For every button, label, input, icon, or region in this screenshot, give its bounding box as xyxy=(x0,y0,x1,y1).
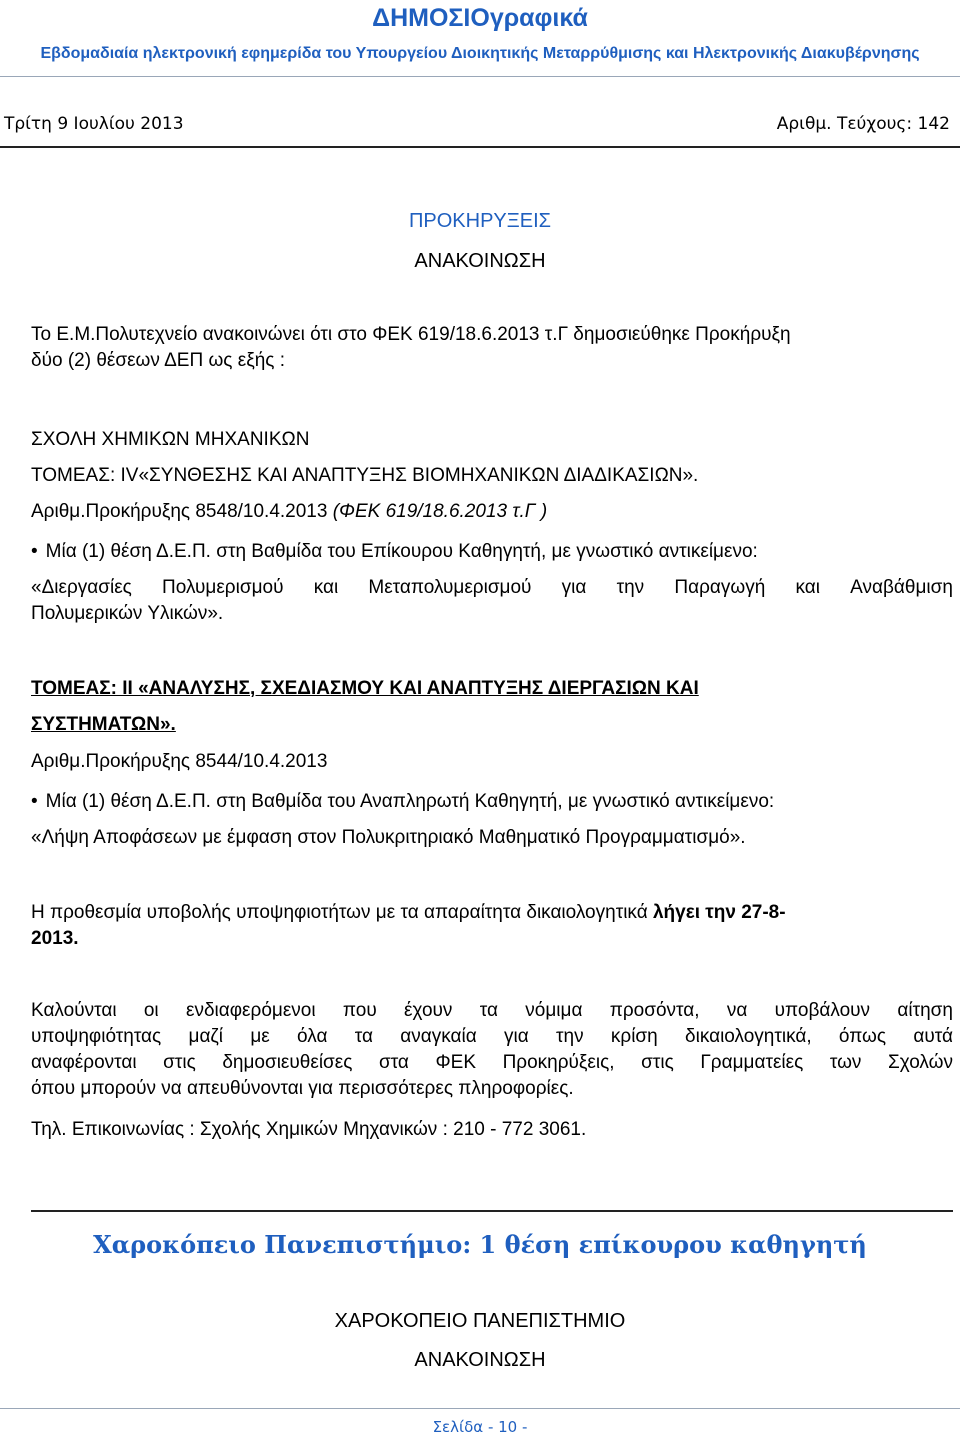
call-word: υποψηφιότητας xyxy=(31,1026,162,1047)
call-word: τα xyxy=(354,1026,373,1047)
call-justified-lines xyxy=(31,998,953,1076)
call-word: όλα xyxy=(297,1026,328,1047)
footer-divider xyxy=(0,1408,960,1409)
call-word: για xyxy=(504,1026,529,1047)
subject-word: Παραγωγή xyxy=(674,577,766,598)
deadline-paragraph xyxy=(31,900,953,952)
issue-number: Αριθμ. Τεύχους: 142 xyxy=(776,114,950,134)
call-word: στα xyxy=(378,1052,409,1073)
sector1-reference xyxy=(31,499,953,525)
sector1-subject-line xyxy=(31,575,953,601)
call-word: νόμιμα xyxy=(525,1000,583,1021)
intro-line-2: δύο (2) θέσεων ΔΕΠ ως εξής : xyxy=(31,350,286,371)
sector1-position: • Μία (1) θέση Δ.Ε.Π. στη Βαθμίδα του Επίκουρου Καθηγητή, με γνωστικό αντικείμενο: xyxy=(31,539,953,565)
sector2-position: • Μία (1) θέση Δ.Ε.Π. στη Βαθμίδα του Αναπληρωτή Καθηγητή, με γνωστικό αντικείμενο: xyxy=(31,789,953,815)
subject-word: Πολυμερισμού xyxy=(162,577,284,598)
call-line xyxy=(31,998,953,1024)
sector2-title-line1: ΤΟΜΕΑΣ: ΙΙ «ΑΝΑΛΥΣΗΣ, ΣΧΕΔΙΑΣΜΟΥ ΚΑΙ ΑΝΑΠΤΥΞΗΣ ΔΙΕΡΓΑΣΙΩΝ ΚΑΙ xyxy=(31,678,699,699)
call-word: τα xyxy=(479,1000,498,1021)
call-word: οι xyxy=(143,1000,159,1021)
school-name: ΣΧΟΛΗ ΧΗΜΙΚΩΝ ΜΗΧΑΝΙΚΩΝ xyxy=(31,429,310,450)
call-word: Καλούνται xyxy=(31,1000,117,1021)
intro-paragraph xyxy=(31,322,953,374)
subject-word: για xyxy=(561,577,587,598)
call-word: προσόντα, xyxy=(609,1000,700,1021)
subject-word: και xyxy=(313,577,339,598)
sector1-ref-number: Αριθμ.Προκήρυξης 8548/10.4.2013 xyxy=(31,501,333,522)
call-word: Προκηρύξεις, xyxy=(502,1052,615,1073)
call-word: δικαιολογητικά, xyxy=(685,1026,812,1047)
masthead-subtitle: Εβδομαδιαία ηλεκτρονική εφημερίδα του Υπουργείου Διοικητικής Μεταρρύθμισης και Ηλεκτρονικής Διακυβέρνησης xyxy=(40,45,920,62)
call-word: ΦΕΚ xyxy=(435,1052,476,1073)
sector1-subject-end: Πολυμερικών Υλικών». xyxy=(31,603,224,624)
call-word: με xyxy=(250,1026,270,1047)
call-word: αναγκαία xyxy=(400,1026,477,1047)
issue-date: Τρίτη 9 Ιουλίου 2013 xyxy=(4,114,184,134)
subject-word: και xyxy=(795,577,820,598)
next-article-org: ΧΑΡΟΚΟΠΕΙΟ ΠΑΝΕΠΙΣΤΗΜΙΟ xyxy=(334,1310,626,1332)
call-word: των xyxy=(829,1052,862,1073)
call-word: ενδιαφερόμενοι xyxy=(185,1000,316,1021)
deadline-date: λήγει την 27-8- xyxy=(652,902,786,923)
sector2-subject: «Λήψη Αποφάσεων με έμφαση στον Πολυκριτηριακό Μαθηματικό Προγραμματισμό». xyxy=(31,827,746,848)
call-word: αυτά xyxy=(913,1026,953,1047)
call-word: να xyxy=(726,1000,748,1021)
sector2-reference: Αριθμ.Προκήρυξης 8544/10.4.2013 xyxy=(31,751,328,772)
call-word: αίτηση xyxy=(897,1000,953,1021)
subject-word: «Διεργασίες xyxy=(31,577,132,598)
call-last-line: όπου μπορούν να απευθύνονται για περισσότερες πληροφορίες. xyxy=(31,1078,574,1099)
call-word: στις xyxy=(163,1052,196,1073)
sector1-subject xyxy=(31,575,953,627)
call-word: όπως xyxy=(838,1026,887,1047)
call-word: στις xyxy=(641,1052,674,1073)
sector1-ref-fek: (ΦΕΚ 619/18.6.2013 τ.Γ ) xyxy=(332,501,548,522)
masthead-title: ΔΗΜΟΣΙΟγραφικά xyxy=(372,4,588,32)
subject-word: την xyxy=(616,577,645,598)
subject-word: Μεταπολυμερισμού xyxy=(368,577,532,598)
sector2-title-line2: ΣΥΣΤΗΜΑΤΩΝ». xyxy=(31,714,176,735)
call-word: μαζί xyxy=(188,1026,224,1047)
call-word: υποβάλουν xyxy=(774,1000,871,1021)
sector1-title: ΤΟΜΕΑΣ: IV«ΣΥΝΘΕΣΗΣ ΚΑΙ ΑΝΑΠΤΥΞΗΣ ΒΙΟΜΗΧΑΝΙΚΩΝ ΔΙΑΔΙΚΑΣΙΩΝ». xyxy=(31,465,699,486)
call-word: αναφέρονται xyxy=(31,1052,137,1073)
next-article-title: Χαροκόπειο Πανεπιστήμιο: 1 θέση επίκουρου καθηγητή xyxy=(93,1230,867,1259)
call-paragraph xyxy=(31,998,953,1102)
call-line xyxy=(31,1024,953,1050)
deadline-text: Η προθεσμία υποβολής υποψηφιοτήτων με τα απαραίτητα δικαιολογητικά xyxy=(31,902,653,923)
subject-word: Αναβάθμιση xyxy=(850,577,953,598)
article-divider xyxy=(31,1210,953,1212)
intro-line-1: Το Ε.Μ.Πολυτεχνείο ανακοινώνει ότι στο ΦΕΚ 619/18.6.2013 τ.Γ δημοσιεύθηκε Προκήρυξη xyxy=(31,324,791,345)
next-article-heading: ΑΝΑΚΟΙΝΩΣΗ xyxy=(414,1349,546,1371)
page-number: Σελίδα - 10 - xyxy=(432,1418,528,1436)
call-word: Σχολών xyxy=(887,1052,953,1073)
call-word: δημοσιευθείσες xyxy=(222,1052,353,1073)
call-word: κρίση xyxy=(610,1026,658,1047)
call-line xyxy=(31,1050,953,1076)
call-word: την xyxy=(556,1026,584,1047)
call-word: που xyxy=(342,1000,377,1021)
masthead-divider xyxy=(0,76,960,77)
contact-line: Τηλ. Επικοινωνίας : Σχολής Χημικών Μηχανικών : 210 - 772 3061. xyxy=(31,1119,587,1140)
deadline-year: 2013. xyxy=(31,928,79,949)
section-heading: ΠΡΟΚΗΡΥΞΕΙΣ xyxy=(408,210,552,232)
issue-divider xyxy=(0,146,960,148)
section-subheading: ΑΝΑΚΟΙΝΩΣΗ xyxy=(414,250,546,272)
issue-info xyxy=(4,114,950,140)
call-word: Γραμματείες xyxy=(700,1052,804,1073)
call-word: έχουν xyxy=(404,1000,453,1021)
